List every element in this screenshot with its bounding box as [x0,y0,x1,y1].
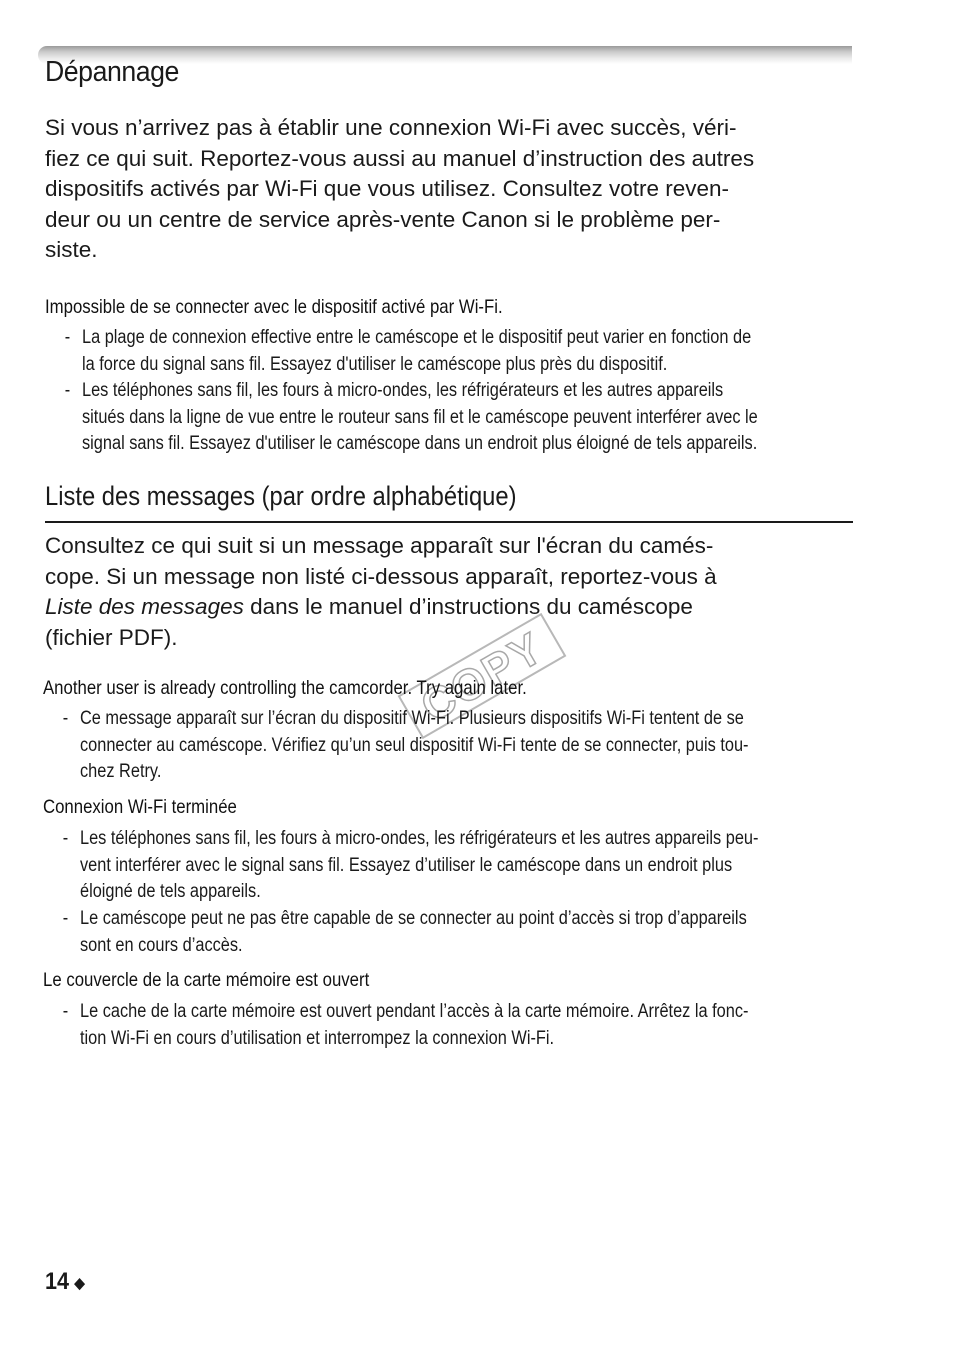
bullet-dash: - [62,708,69,729]
bullet-line: la force du signal sans fil. Essayez d'utiliser le caméscope plus près du dispositif. [82,353,668,375]
message-heading: Connexion Wi-Fi terminée [43,796,237,818]
bullet-line: tion Wi-Fi en cours d’utilisation et interrompez la connexion Wi-Fi. [80,1027,555,1049]
bullet-line: Les téléphones sans fil, les fours à micro-ondes, les réfrigérateurs et les autres appareils [82,380,724,401]
message-bullet [62,826,759,906]
intro-line: (fichier PDF). [45,624,178,650]
intro-line: Si vous n’arrivez pas à établir une connexion Wi-Fi avec succès, véri- [45,115,737,140]
intro-line: dispositifs activés par Wi-Fi que vous utilisez. Consultez votre reven- [45,176,730,201]
problem-bullet [64,378,758,458]
problem-heading: Impossible de se connecter avec le dispositif activé par Wi-Fi. [45,296,503,318]
manual-reference: Liste des messages [45,594,244,619]
page-footer [45,1268,85,1296]
intro-line: deur ou un centre de service après-vente Canon si le problème per- [45,206,721,232]
bullet-line: Le cache de la carte mémoire est ouvert pendant l’accès à la carte mémoire. Arrêtez la fonc- [80,1001,749,1022]
bullet-line: Les téléphones sans fil, les fours à micro-ondes, les réfrigérateurs et les autres appareils peu- [80,828,759,849]
bullet-line: Ce message apparaît sur l’écran du dispositif Wi-Fi. Plusieurs dispositifs Wi-Fi tentent de se [80,708,744,729]
watermark-text: COPY [413,622,553,732]
message-bullet [62,706,749,786]
message-heading: Le couvercle de la carte mémoire est ouvert [43,969,370,991]
section-title-messages: Liste des messages (par ordre alphabétique) [45,481,517,511]
message-bullet [62,999,749,1052]
bullet-dash: - [62,908,69,929]
bullet-dash: - [64,380,71,401]
bullet-line: La plage de connexion effective entre le caméscope et le dispositif peut varier en fonction de [82,327,752,348]
bullet-line: Le caméscope peut ne pas être capable de se connecter au point d’accès si trop d’appareils [80,908,747,929]
intro-line: cope. Si un message non listé ci-dessous apparaît, reportez-vous à [45,563,717,589]
page-number: 14 [45,1268,70,1295]
bullet-line: connecter au caméscope. Vérifiez qu’un seul dispositif Wi-Fi tente de se connecter, puis tou- [80,734,749,756]
intro-line: fiez ce qui suit. Reportez-vous aussi au manuel d’instruction des autres [45,145,755,171]
troubleshooting-intro [45,113,845,266]
messages-intro [45,531,845,653]
bullet-line: sont en cours d’accès. [80,934,243,956]
intro-line-rest: dans le manuel d’instructions du caméscope [243,594,693,619]
intro-line [45,592,845,623]
section-divider [45,521,853,523]
message-bullet [62,906,747,959]
bullet-dash: - [62,828,69,849]
problem-bullet [64,325,752,378]
bullet-dash: - [64,327,71,348]
intro-line: Consultez ce qui suit si un message apparaît sur l'écran du camés- [45,533,714,558]
bullet-line: vent interférer avec le signal sans fil. Essayez d’utiliser le caméscope dans un endroit plus [80,854,733,876]
diamond-icon: ◆ [74,1274,85,1292]
message-heading: Another user is already controlling the camcorder. Try again later. [43,677,527,699]
bullet-line: éloigné de tels appareils. [80,881,261,902]
bullet-dash: - [62,1001,69,1022]
bullet-line: situés dans la ligne de vue entre le routeur sans fil et le caméscope peuvent interférer avec le [82,406,758,428]
bullet-line: signal sans fil. Essayez d'utiliser le caméscope dans un endroit plus éloigné de tels appareils. [82,433,758,454]
intro-line: siste. [45,237,98,262]
bullet-line: chez Retry. [80,761,162,782]
section-title-depannage: Dépannage [45,56,179,88]
